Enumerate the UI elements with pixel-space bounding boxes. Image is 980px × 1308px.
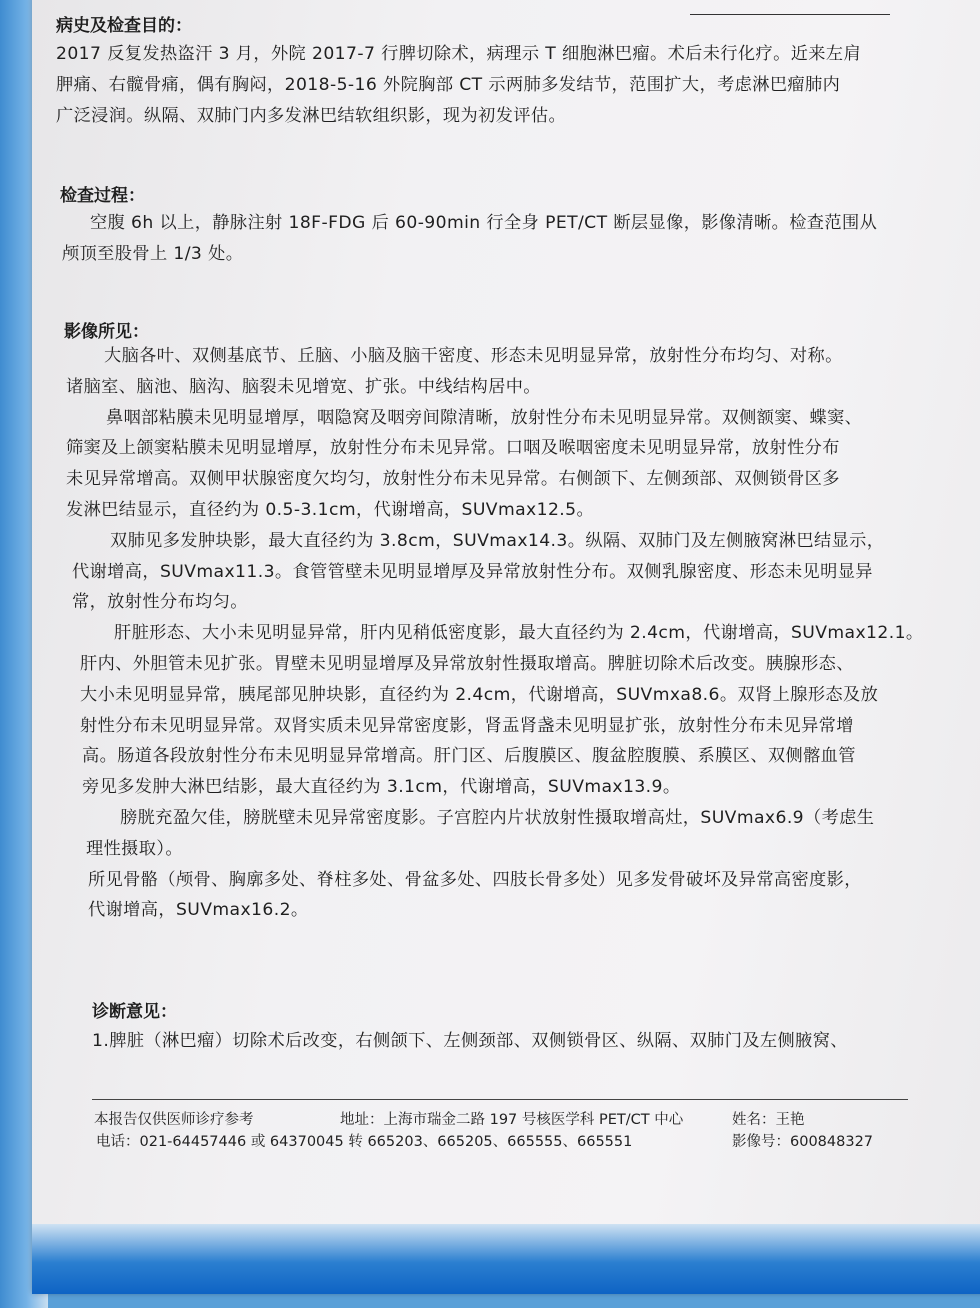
footer-divider [92, 1099, 908, 1100]
findings-line: 理性摄取）。 [86, 838, 183, 859]
procedure-heading: 检查过程： [60, 186, 145, 206]
findings-line: 大小未见明显异常，胰尾部见肿块影，直径约为 2.4cm，代谢增高，SUVmxa8.6。双肾上腺形态及放 [80, 684, 879, 705]
findings-line: 鼻咽部粘膜未见明显增厚，咽隐窝及咽旁间隙清晰，放射性分布未见明显异常。双侧额窦、蝶窦、 [106, 407, 863, 428]
history-line: 2017 反复发热盗汗 3 月，外院 2017-7 行脾切除术，病理示 T 细胞淋巴瘤。术后未行化疗。近来左肩 [56, 44, 862, 64]
findings-line: 大脑各叶、双侧基底节、丘脑、小脑及脑干密度、形态未见明显异常，放射性分布均匀、对称。 [104, 346, 843, 366]
procedure-line: 空腹 6h 以上，静脉注射 18F-FDG 后 60-90min 行全身 PET/CT 断层显像，影像清晰。检查范围从 [90, 213, 878, 233]
findings-line: 代谢增高，SUVmax11.3。食管管壁未见明显增厚及异常放射性分布。双侧乳腺密度、形态未见明显异 [72, 561, 873, 582]
footer-phone: 电话：021-64457446 或 64370045 转 665203、665205、665555、665551 [96, 1134, 633, 1150]
header-cutoff-line [690, 0, 890, 15]
findings-line: 肝内、外胆管未见扩张。胃壁未见明显增厚及异常放射性摄取增高。脾脏切除术后改变。胰腺形态、 [80, 653, 854, 674]
history-heading: 病史及检查目的： [56, 16, 192, 36]
diagnosis-heading: 诊断意见： [92, 1002, 177, 1022]
findings-heading: 影像所见： [64, 322, 149, 342]
findings-line: 旁见多发肿大淋巴结影，最大直径约为 3.1cm，代谢增高，SUVmax13.9。 [82, 777, 681, 798]
findings-line: 双肺见多发肿块影，最大直径约为 3.8cm，SUVmax14.3。纵隔、双肺门及左侧腋窝淋巴结显示， [110, 530, 885, 551]
footer-disclaimer: 本报告仅供医师诊疗参考 [94, 1112, 254, 1128]
folder-decoration [32, 1224, 980, 1294]
findings-line: 未见异常增高。双侧甲状腺密度欠均匀，放射性分布未见异常。右侧颌下、左侧颈部、双侧锁骨区多 [66, 469, 840, 490]
diagnosis-line: 1.脾脏（淋巴瘤）切除术后改变，右侧颌下、左侧颈部、双侧锁骨区、纵隔、双肺门及左侧腋窝、 [92, 1031, 848, 1051]
findings-line: 所见骨骼（颅骨、胸廓多处、脊柱多处、骨盆多处、四肢长骨多处）见多发骨破坏及异常高密度影， [88, 869, 862, 890]
findings-line: 筛窦及上颌窦粘膜未见明显增厚，放射性分布未见异常。口咽及喉咽密度未见明显异常，放射性分布 [66, 438, 840, 459]
procedure-line: 颅顶至股骨上 1/3 处。 [62, 243, 244, 264]
footer-patient-name: 姓名：王艳 [732, 1112, 805, 1128]
findings-line: 发淋巴结显示，直径约为 0.5-3.1cm，代谢增高，SUVmax12.5。 [66, 499, 595, 520]
findings-text [66, 341, 924, 926]
findings-line: 高。肠道各段放射性分布未见明显异常增高。肝门区、后腹膜区、腹盆腔腹膜、系膜区、双侧髂血管 [82, 746, 856, 767]
findings-line: 射性分布未见明显异常。双肾实质未见异常密度影，肾盂肾盏未见明显扩张，放射性分布未见异常增 [80, 715, 854, 736]
history-line: 广泛浸润。纵隔、双肺门内多发淋巴结软组织影，现为初发评估。 [56, 105, 567, 126]
footer-image-number: 影像号：600848327 [732, 1134, 874, 1150]
findings-line: 代谢增高，SUVmax16.2。 [88, 900, 309, 921]
diagnosis-text [92, 1026, 848, 1057]
findings-line: 诸脑室、脑池、脑沟、脑裂未见增宽、扩张。中线结构居中。 [66, 376, 541, 397]
history-line: 胛痛、右髋骨痛，偶有胸闷，2018-5-16 外院胸部 CT 示两肺多发结节，范围扩大，考虑淋巴瘤肺内 [56, 74, 841, 95]
history-text [56, 39, 861, 131]
procedure-text [62, 208, 877, 270]
findings-line: 常，放射性分布均匀。 [72, 592, 248, 613]
findings-line: 肝脏形态、大小未见明显异常，肝内见稍低密度影，最大直径约为 2.4cm，代谢增高，SUVmax12.1。 [114, 623, 924, 644]
findings-line: 膀胱充盈欠佳，膀胱壁未见异常密度影。子宫腔内片状放射性摄取增高灶，SUVmax6.9（考虑生 [120, 807, 875, 828]
footer-address: 地址：上海市瑞金二路 197 号核医学科 PET/CT 中心 [340, 1112, 684, 1128]
